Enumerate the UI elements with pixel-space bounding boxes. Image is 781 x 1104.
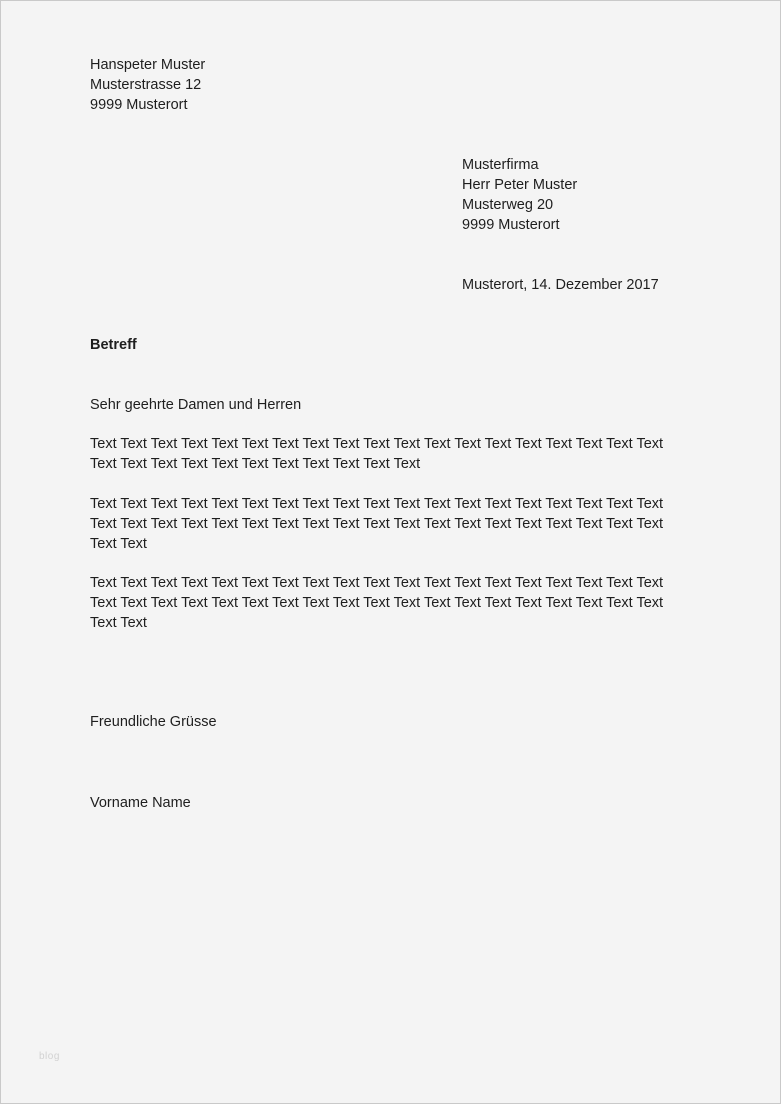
paragraph-line: Text Text Text Text Text Text Text Text Text Text Text Text Text Text Text Text Text Text Text (90, 436, 664, 452)
sender-name: Hanspeter Muster (90, 57, 206, 73)
recipient-street: Musterweg 20 (462, 197, 554, 213)
sender-city: 9999 Musterort (90, 97, 188, 113)
body-paragraph-2 (90, 494, 700, 554)
letter-date: Musterort, 14. Dezember 2017 (462, 277, 659, 293)
recipient-city: 9999 Musterort (462, 217, 560, 233)
sender-street: Musterstrasse 12 (90, 77, 202, 93)
letter-salutation: Sehr geehrte Damen und Herren (90, 397, 302, 413)
paragraph-line: Text Text Text Text Text Text Text Text Text Text Text Text Text Text Text Text Text Text Text (90, 575, 664, 591)
paragraph-line: Text Text (90, 615, 147, 631)
paragraph-line: Text Text Text Text Text Text Text Text Text Text Text (90, 456, 421, 472)
sender-address (90, 55, 205, 115)
letter-signature: Vorname Name (90, 795, 191, 811)
paragraph-line: Text Text Text Text Text Text Text Text Text Text Text Text Text Text Text Text Text Text Text (90, 496, 664, 512)
recipient-person: Herr Peter Muster (462, 177, 578, 193)
paragraph-line: Text Text (90, 536, 147, 552)
recipient-address (462, 155, 577, 235)
recipient-company: Musterfirma (462, 157, 539, 173)
body-paragraph-1 (90, 434, 700, 474)
body-paragraph-3 (90, 573, 700, 633)
paragraph-line: Text Text Text Text Text Text Text Text Text Text Text Text Text Text Text Text Text Text Text (90, 595, 664, 611)
paragraph-line: Text Text Text Text Text Text Text Text Text Text Text Text Text Text Text Text Text Text Text (90, 516, 664, 532)
watermark-text: blog (39, 1051, 60, 1062)
letter-closing: Freundliche Grüsse (90, 714, 217, 730)
letter-subject: Betreff (90, 337, 137, 353)
